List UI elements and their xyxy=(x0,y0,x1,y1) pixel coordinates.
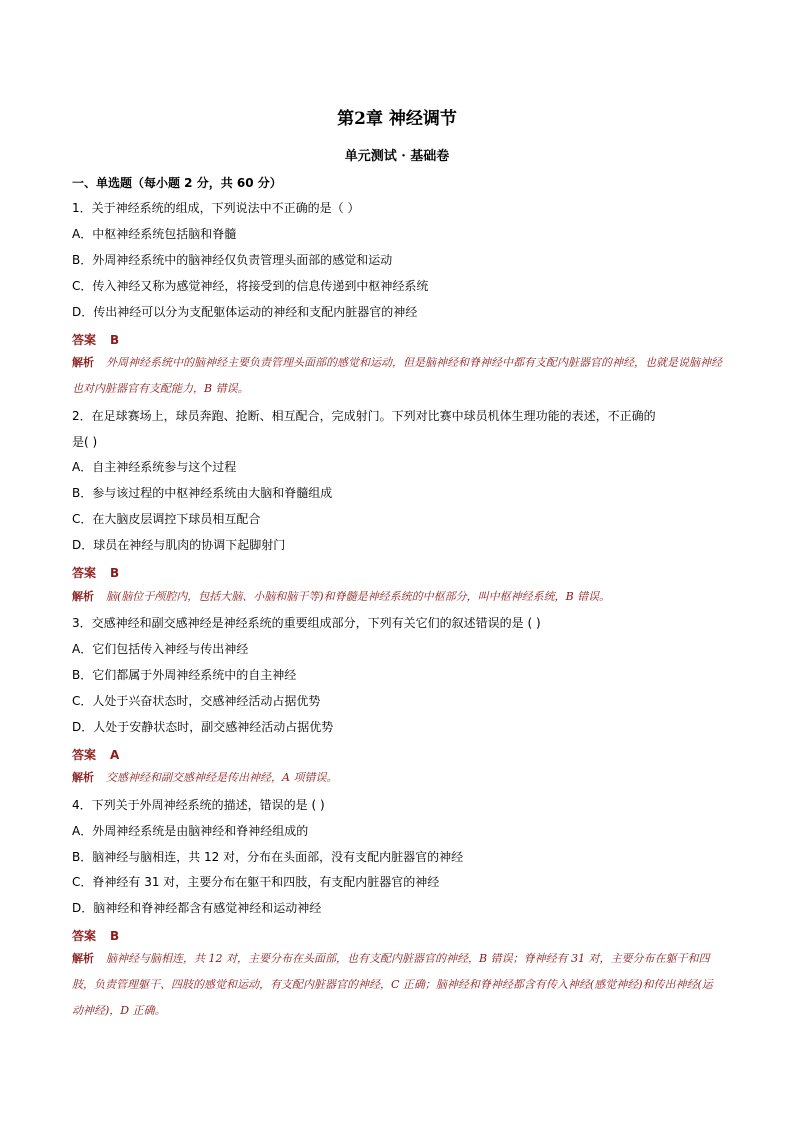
question-1-option-c: C．传入神经又称为感觉神经，将接受到的信息传递到中枢神经系统 xyxy=(72,279,429,293)
question-3-option-b: B．它们都属于外周神经系统中的自主神经 xyxy=(72,668,297,682)
question-2-stem: 2．在足球赛场上，球员奔跑、抢断、相互配合，完成射门。下列对比赛中球员机体生理功能的表述，不正确的 xyxy=(72,409,656,423)
page-subtitle: 单元测试 · 基础卷 xyxy=(344,149,450,164)
question-4-answer: 答案 B xyxy=(72,929,120,943)
question-1-stem: 1．关于神经系统的组成，下列说法中不正确的是（ ） xyxy=(72,201,360,215)
question-4-option-b: B．脑神经与脑相连，共 12 对，分布在头面部，没有支配内脏器官的神经 xyxy=(72,850,464,864)
question-4-option-d: D．脑神经和脊神经都含有感觉神经和运动神经 xyxy=(72,901,322,915)
question-2-explanation: 解析 脑(脑位于颅腔内，包括大脑、小脑和脑干等)和脊髓是神经系统的中枢部分，叫中枢神经系统，B 错误。 xyxy=(72,590,611,603)
question-1-option-a: A．中枢神经系统包括脑和脊髓 xyxy=(72,227,237,241)
question-3-stem: 3．交感神经和副交感神经是神经系统的重要组成部分，下列有关它们的叙述错误的是 ( ) xyxy=(72,616,541,630)
question-2-option-d: D．球员在神经与肌肉的协调下起脚射门 xyxy=(72,538,286,552)
question-3-answer: 答案 A xyxy=(72,748,120,762)
section-heading: 一、单选题（每小题 2 分，共 60 分） xyxy=(72,176,282,190)
question-2-option-b: B．参与该过程的中枢神经系统由大脑和脊髓组成 xyxy=(72,486,333,500)
question-2-answer: 答案 B xyxy=(72,566,120,580)
question-1-option-d: D．传出神经可以分为支配躯体运动的神经和支配内脏器官的神经 xyxy=(72,305,418,319)
question-3-explanation: 解析 交感神经和副交感神经是传出神经，A 项错误。 xyxy=(72,771,338,784)
question-2-stem-cont: 是( ) xyxy=(72,435,98,449)
page-title: 第2章 神经调节 xyxy=(337,109,457,129)
question-4-option-c: C．脊神经有 31 对，主要分布在躯干和四肢，有支配内脏器官的神经 xyxy=(72,875,440,889)
question-1-option-b: B．外周神经系统中的脑神经仅负责管理头面部的感觉和运动 xyxy=(72,253,393,267)
question-4-option-a: A．外周神经系统是由脑神经和脊神经组成的 xyxy=(72,824,309,838)
question-4-explanation: 解析 脑神经与脑相连，共 12 对，主要分布在头面部，也有支配内脏器官的神经，B 错误；脊神经有 31 对，主要分布在躯干和四肢，负责管理躯干、四肢的感觉和运动，有支配内脏器官的神经，C 正确；脑神经和脊神经都含有传入神经(感觉神经)和传出神经(运动神经)，D 正确。 xyxy=(72,952,713,1017)
question-3-option-a: A．它们包括传入神经与传出神经 xyxy=(72,642,249,656)
question-2-option-a: A．自主神经系统参与这个过程 xyxy=(72,460,237,474)
question-4-stem: 4．下列关于外周神经系统的描述，错误的是 ( ) xyxy=(72,798,325,812)
question-2-option-c: C．在大脑皮层调控下球员相互配合 xyxy=(72,512,261,526)
question-1-answer: 答案 B xyxy=(72,333,120,347)
question-3-option-c: C．人处于兴奋状态时，交感神经活动占据优势 xyxy=(72,694,321,708)
question-3-option-d: D．人处于安静状态时，副交感神经活动占据优势 xyxy=(72,720,334,734)
question-1-explanation: 解析 外周神经系统中的脑神经主要负责管理头面部的感觉和运动，但是脑神经和脊神经中都有支配内脏器官的神经，也就是说脑神经也对内脏器官有支配能力，B 错误。 xyxy=(72,356,722,395)
